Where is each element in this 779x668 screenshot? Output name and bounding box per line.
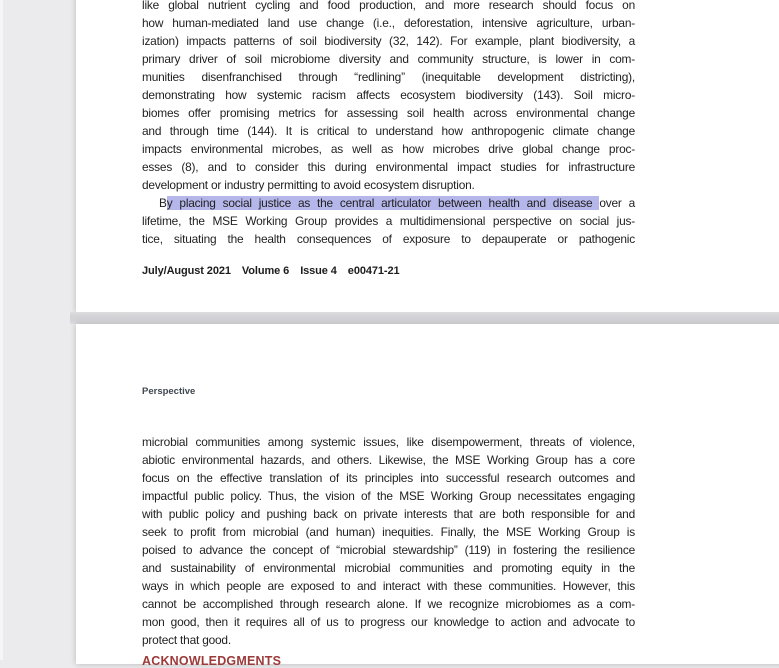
text-before-selection: B bbox=[159, 196, 167, 210]
body-line: how human-mediated land use change (i.e., deforestation, intensive agriculture, urban- bbox=[142, 16, 635, 30]
page-gap bbox=[70, 312, 779, 324]
body-line: focus on the effective translation of its principles into successful research outcomes and bbox=[142, 471, 635, 485]
body-line: microbial communities among systemic issues, like disempowerment, threats of violence, bbox=[142, 435, 635, 449]
footer-issue: Issue 4 bbox=[300, 265, 337, 277]
selection-highlight: y placing social justice as the central articulator between health and disease bbox=[166, 196, 600, 210]
page-footer bbox=[142, 265, 411, 277]
body-line: ization) impacts patterns of soil biodiversity (32, 142). For example, plant biodiversity, a bbox=[142, 34, 635, 48]
viewer-left-edge bbox=[0, 0, 3, 660]
body-line: lifetime, the MSE Working Group provides a multidimensional perspective on social jus- bbox=[142, 214, 635, 228]
body-line: and through time (144). It is critical to understand how anthropogenic climate change bbox=[142, 124, 635, 138]
body-line: tice, situating the health consequences of exposure to depauperate or pathogenic bbox=[142, 232, 635, 246]
body-line: development or industry permitting to avoid ecosystem disruption. bbox=[142, 178, 475, 192]
body-line: biomes offer promising metrics for assessing soil health across environmental change bbox=[142, 106, 635, 120]
body-line: mon good, then it requires all of us to progress our knowledge to action and advocate to bbox=[142, 615, 635, 629]
body-line: with public policy and pushing back on private interests that are both responsible for and bbox=[142, 507, 635, 521]
body-line: demonstrating how systemic racism affects ecosystem biodiversity (143). Soil micro- bbox=[142, 88, 635, 102]
pdf-page-2 bbox=[76, 324, 779, 668]
text-after-selection: over a bbox=[599, 196, 635, 210]
body-line: poised to advance the concept of “microbial stewardship” (119) in fostering the resilience bbox=[142, 543, 635, 557]
body-line: munities disenfranchised through “redlining” (inequitable development districting), bbox=[142, 70, 635, 84]
footer-issue-date: July/August 2021 bbox=[142, 265, 231, 277]
footer-article-id: e00471-21 bbox=[347, 265, 400, 277]
body-line: ways in which people are exposed to and interact with these communities. However, this bbox=[142, 579, 635, 593]
body-line: abiotic environmental hazards, and others. Likewise, the MSE Working Group has a core bbox=[142, 453, 635, 467]
pdf-page-1 bbox=[76, 0, 779, 312]
body-line: seek to profit from microbial (and human) inequities. Finally, the MSE Working Group is bbox=[142, 525, 635, 539]
body-line-with-selection bbox=[142, 194, 635, 212]
body-line: esses (8), and to consider this during environmental impact studies for infrastructure bbox=[142, 160, 635, 174]
body-line: protect that good. bbox=[142, 633, 231, 647]
page2-body-text[interactable] bbox=[142, 433, 635, 649]
clipped-section-heading: ACKNOWLEDGMENTS bbox=[142, 654, 282, 668]
running-head: Perspective bbox=[142, 386, 196, 397]
body-line: primary driver of soil microbiome diversity and community structure, is lower in com- bbox=[142, 52, 635, 66]
body-line: cannot be accomplished through research alone. If we recognize microbiomes as a com- bbox=[142, 597, 635, 611]
body-line: like global nutrient cycling and food production, and more research should focus on bbox=[142, 0, 635, 12]
footer-volume: Volume 6 bbox=[241, 265, 290, 277]
body-line: and sustainability of environmental microbial communities and promoting equity in the bbox=[142, 561, 635, 575]
page1-body-text[interactable] bbox=[142, 0, 635, 248]
body-line: impactful public policy. Thus, the vision of the MSE Working Group necessitates engaging bbox=[142, 489, 635, 503]
body-line: impacts environmental microbes, as well as how microbes drive global change proc- bbox=[142, 142, 635, 156]
